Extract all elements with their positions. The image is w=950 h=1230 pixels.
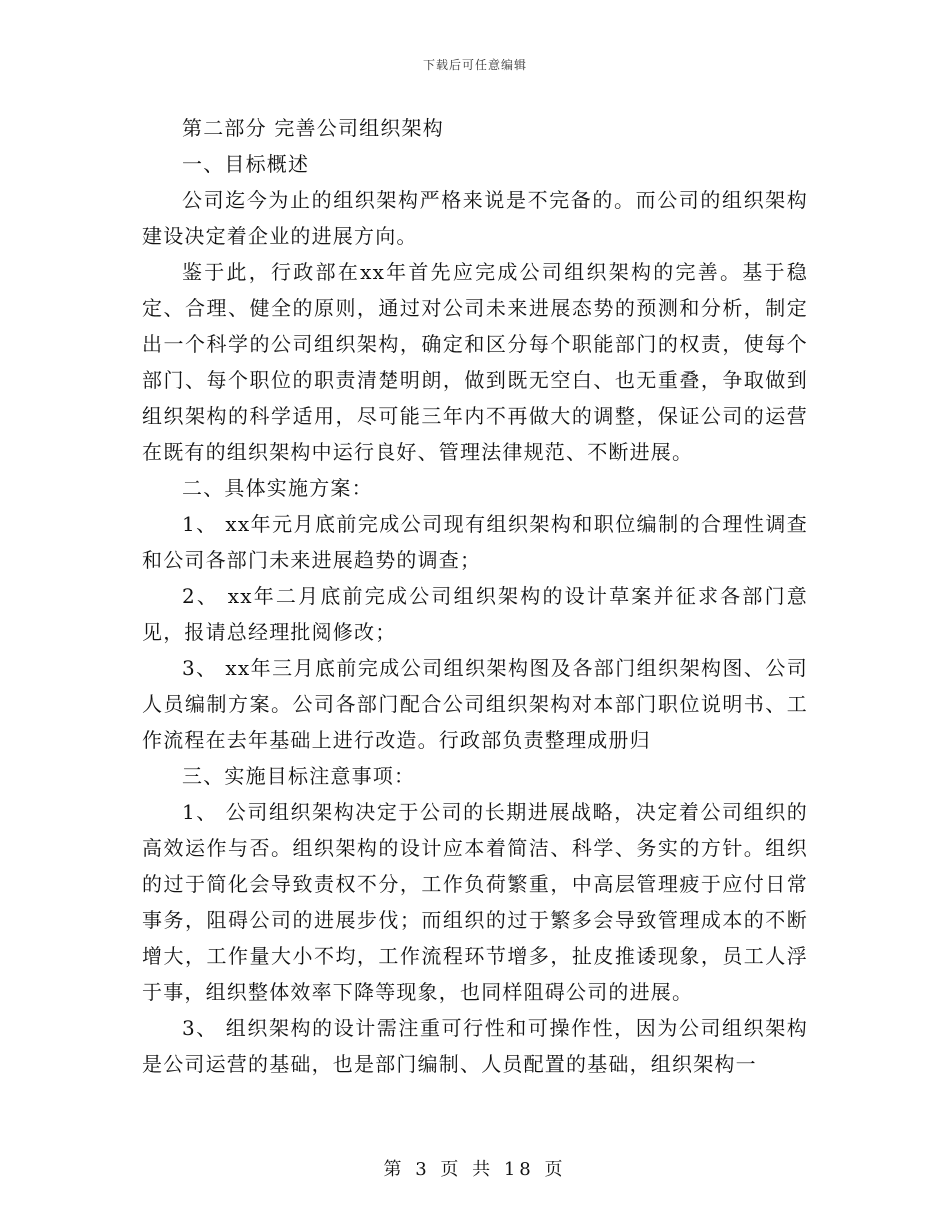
page-number: 第 3 页 共 18 页 — [383, 1159, 567, 1180]
list-item: 3、 组织架构的设计需注重可行性和可操作性，因为公司组织架构是公司运营的基础，也是部门编制、人员配置的基础，组织架构一 — [142, 1016, 808, 1076]
document-body — [142, 110, 808, 1082]
section-title: 第二部分 完善公司组织架构 — [182, 116, 444, 140]
heading-implementation-plan: 二、具体实施方案： — [182, 476, 373, 500]
page-footer — [0, 1155, 950, 1181]
paragraph: 公司迄今为止的组织架构严格来说是不完备的。而公司的组织架构建设决定着企业的进展方向。 — [142, 188, 808, 248]
list-item: 1、 公司组织架构决定于公司的长期进展战略，决定着公司组织的高效运作与否。组织架构的设计应本着简洁、科学、务实的方针。组织的过于简化会导致责权不分，工作负荷繁重，中高层管理疲于应付日常事务，阻碍公司的进展步伐；而组织的过于繁多会导致管理成本的不断增大，工作量大小不均，工作流程环节增多，扯皮推诿现象，员工人浮于事，组织整体效率下降等现象，也同样阻碍公司的进展。 — [142, 800, 808, 1004]
heading-notes: 三、实施目标注意事项： — [182, 764, 416, 788]
paragraph: 鉴于此，行政部在xx年首先应完成公司组织架构的完善。基于稳定、合理、健全的原则，通过对公司未来进展态势的预测和分析，制定出一个科学的公司组织架构，确定和区分每个职能部门的权责，使每个部门、每个职位的职责清楚明朗，做到既无空白、也无重叠，争取做到组织架构的科学适用，尽可能三年内不再做大的调整，保证公司的运营在既有的组织架构中运行良好、管理法律规范、不断进展。 — [142, 260, 808, 464]
list-item: 1、 xx年元月底前完成公司现有组织架构和职位编制的合理性调查和公司各部门未来进展趋势的调查； — [142, 512, 808, 572]
list-item: 3、 xx年三月底前完成公司组织架构图及各部门组织架构图、公司人员编制方案。公司各部门配合公司组织架构对本部门职位说明书、工作流程在去年基础上进行改造。行政部负责整理成册归 — [142, 656, 808, 752]
header-note: 下载后可任意编辑 — [422, 58, 527, 72]
heading-goal-overview: 一、目标概述 — [182, 152, 310, 176]
list-item: 2、 xx年二月底前完成公司组织架构的设计草案并征求各部门意见，报请总经理批阅修改； — [142, 584, 808, 644]
